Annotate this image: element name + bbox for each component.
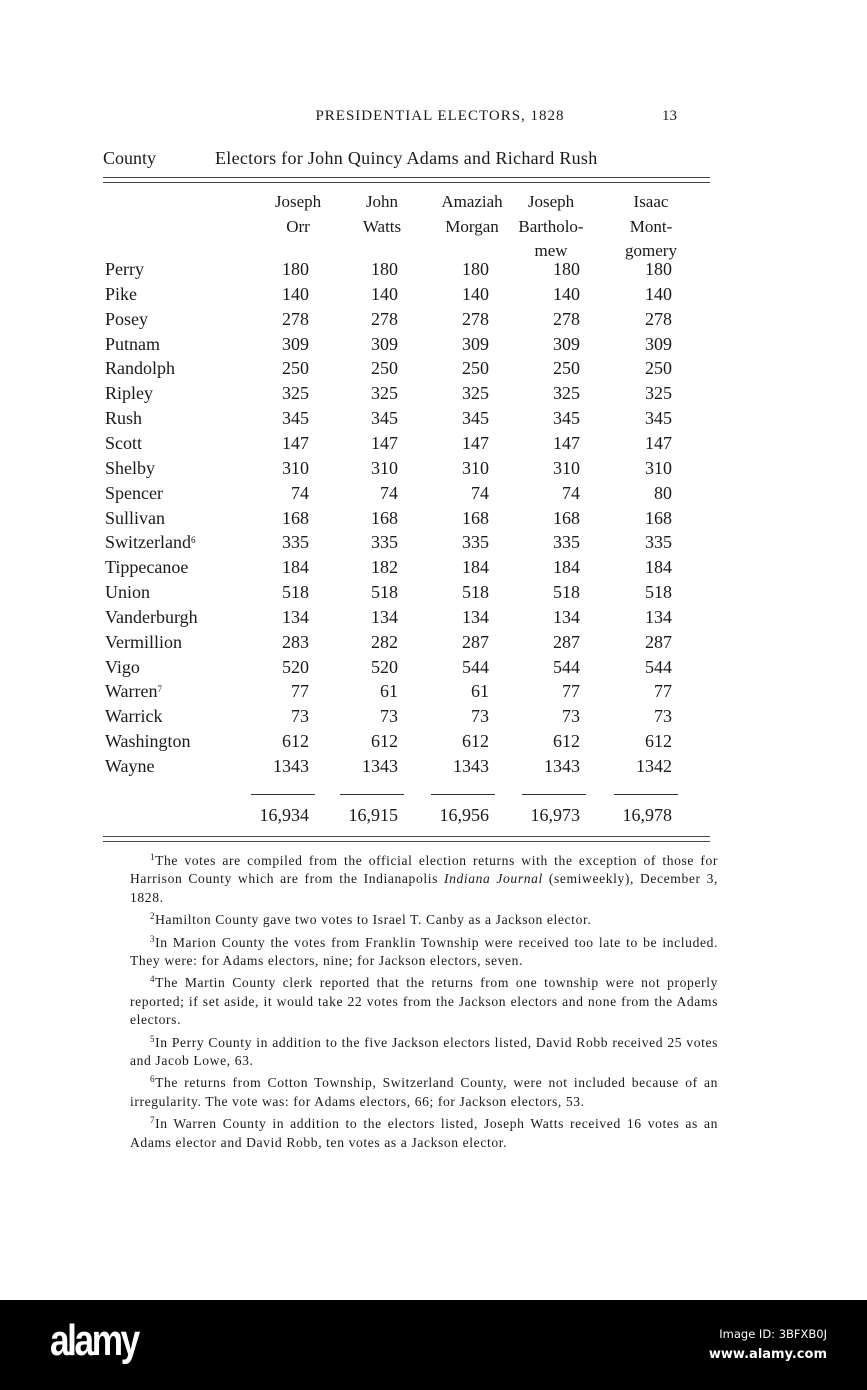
- footnote-text: In Marion County the votes from Franklin Township were received too late to be included. They were: for Adams electors, nine; for Jackson electors, seven.: [130, 934, 718, 969]
- footnote-number: 7: [150, 1115, 156, 1126]
- total-cell: 16,978: [622, 805, 672, 825]
- vote-cell: 612: [462, 731, 489, 752]
- vote-cell: 278: [371, 308, 398, 329]
- footnote-number: 3: [150, 933, 156, 944]
- vote-cell: 140: [462, 283, 489, 304]
- vote-cell: 77: [654, 681, 672, 702]
- vote-cell: 147: [462, 432, 489, 453]
- running-head: PRESIDENTIAL ELECTORS, 1828: [315, 108, 565, 124]
- table-row: [0, 557, 867, 582]
- table-row: [0, 433, 867, 458]
- vote-cell: 544: [553, 656, 580, 677]
- column-header-line: Joseph: [274, 192, 322, 211]
- vote-cell: 182: [371, 557, 398, 578]
- vote-cell: 282: [371, 631, 398, 652]
- county-name: Putnam: [105, 333, 161, 354]
- footnote-number: 5: [150, 1033, 156, 1044]
- county-name: Vanderburgh: [105, 606, 198, 627]
- table-row: [0, 383, 867, 408]
- vote-cell: 309: [645, 333, 672, 354]
- vote-cell: 309: [371, 333, 398, 354]
- table-row: [0, 632, 867, 657]
- vote-cell: 250: [553, 358, 580, 379]
- vote-cell: 73: [471, 706, 489, 727]
- column-header-3: [501, 190, 601, 264]
- vote-cell: 335: [645, 532, 672, 553]
- table-row: [0, 334, 867, 359]
- vote-cell: 140: [553, 283, 580, 304]
- vote-cell: 544: [645, 656, 672, 677]
- county-name: Wayne: [105, 756, 155, 776]
- column-header-line: John: [365, 192, 399, 211]
- vote-cell: 325: [553, 383, 580, 404]
- vote-cell: 184: [282, 557, 309, 578]
- vote-cell: 77: [562, 681, 580, 702]
- table-row: [0, 458, 867, 483]
- vote-cell: 250: [645, 358, 672, 379]
- bottom-double-rule: [103, 836, 710, 842]
- vote-cell: 73: [291, 706, 309, 727]
- table-row: [0, 706, 867, 731]
- vote-cell: 73: [380, 706, 398, 727]
- footnote-text: The returns from Cotton Township, Switzerland County, were not included because of an irregularity. The vote was: for Adams electors, 66; for Jackson electors, 53.: [130, 1075, 718, 1109]
- footnote: [130, 1030, 718, 1071]
- vote-cell: 184: [462, 557, 489, 578]
- vote-cell: 73: [654, 706, 672, 727]
- table-row: [0, 508, 867, 533]
- column-header-line: Bartholo-: [518, 216, 584, 236]
- footnote: [130, 930, 718, 971]
- total-cell: 16,915: [348, 805, 398, 825]
- vote-cell: 140: [282, 283, 309, 304]
- vote-cell: 335: [462, 532, 489, 553]
- vote-cell: 168: [553, 507, 580, 528]
- totals-row: [0, 805, 867, 830]
- county-name: Vigo: [105, 656, 140, 677]
- vote-cell: 309: [282, 333, 309, 354]
- watermark-url: www.alamy.com: [708, 1347, 827, 1362]
- vote-cell: 518: [282, 582, 309, 603]
- vote-cell: 518: [462, 582, 489, 603]
- vote-cell: 1342: [636, 756, 672, 776]
- county-name: Warrick: [105, 706, 163, 727]
- table-row: [0, 309, 867, 334]
- column-header-line: Isaac: [633, 192, 669, 211]
- vote-cell: 147: [553, 432, 580, 453]
- vote-cell: 147: [282, 432, 309, 453]
- vote-cell: 77: [291, 681, 309, 702]
- vote-cell: 250: [462, 358, 489, 379]
- column-header-line: mew: [534, 241, 568, 260]
- vote-cell: 335: [282, 532, 309, 553]
- vote-cell: 345: [462, 408, 489, 429]
- vote-cell: 278: [282, 308, 309, 329]
- alamy-logo: alamy: [50, 1316, 138, 1365]
- vote-cell: 325: [371, 383, 398, 404]
- vote-cell: 140: [371, 283, 398, 304]
- vote-cell: 180: [553, 259, 580, 279]
- page-number: 13: [662, 108, 677, 124]
- footnote-number: 4: [150, 974, 156, 985]
- vote-cell: 310: [462, 457, 489, 478]
- vote-cell: 168: [462, 507, 489, 528]
- vote-cell: 74: [380, 482, 398, 503]
- table-row: [0, 582, 867, 607]
- vote-cell: 134: [645, 606, 672, 627]
- county-name: Vermillion: [105, 631, 182, 652]
- vote-cell: 520: [282, 656, 309, 677]
- table-row: [0, 358, 867, 383]
- vote-cell: 74: [291, 482, 309, 503]
- vote-cell: 184: [645, 557, 672, 578]
- table-row: [0, 607, 867, 632]
- image-id: Image ID: 3BFXB0J: [719, 1327, 827, 1341]
- vote-cell: 74: [471, 482, 489, 503]
- vote-cell: 325: [645, 383, 672, 404]
- footnote-number: 2: [150, 911, 156, 922]
- vote-cell: 283: [282, 631, 309, 652]
- column-header-line: Mont-: [629, 216, 673, 236]
- table-row: [0, 657, 867, 682]
- vote-cell: 134: [282, 606, 309, 627]
- footnote-text: In Warren County in addition to the electors listed, Joseph Watts received 16 votes as an Adams elector and David Robb, ten votes as a Jackson elector.: [130, 1116, 718, 1150]
- vote-cell: 140: [645, 283, 672, 304]
- vote-cell: 345: [645, 408, 672, 429]
- vote-cell: 309: [462, 333, 489, 354]
- vote-cell: 345: [553, 408, 580, 429]
- county-name: Pike: [105, 283, 138, 304]
- county-name: Ripley: [105, 383, 153, 404]
- vote-cell: 278: [553, 308, 580, 329]
- footnote: [130, 907, 718, 929]
- vote-cell: 180: [282, 259, 309, 279]
- county-name: Tippecanoe: [105, 557, 189, 578]
- vote-cell: 168: [645, 507, 672, 528]
- vote-cell: 612: [371, 731, 398, 752]
- table-row: [0, 483, 867, 508]
- vote-cell: 335: [553, 532, 580, 553]
- vote-cell: 518: [553, 582, 580, 603]
- vote-cell: 335: [371, 532, 398, 553]
- column-header-line: Watts: [362, 216, 402, 236]
- vote-cell: 310: [553, 457, 580, 478]
- county-name: Scott: [105, 432, 143, 453]
- column-header-4: [601, 190, 701, 264]
- vote-cell: 184: [553, 557, 580, 578]
- total-underline: [431, 794, 495, 795]
- footnote: [130, 1111, 718, 1152]
- footnote-text: The votes are compiled from the official election returns with the exception of those for Harrison County which are from the Indianapolis: [130, 853, 718, 887]
- column-header-line: Orr: [286, 216, 310, 236]
- vote-cell: 61: [471, 681, 489, 702]
- county-name: Washington: [105, 731, 191, 752]
- vote-cell: 325: [282, 383, 309, 404]
- vote-cell: 134: [462, 606, 489, 627]
- vote-cell: 325: [462, 383, 489, 404]
- table-row: [0, 259, 867, 284]
- vote-cell: 309: [553, 333, 580, 354]
- vote-cell: 147: [371, 432, 398, 453]
- total-cell: 16,956: [439, 805, 489, 825]
- table-row: [0, 284, 867, 309]
- vote-cell: 61: [380, 681, 398, 702]
- vote-cell: 80: [654, 482, 672, 503]
- footnote-ref: 7: [157, 684, 163, 695]
- vote-cell: 73: [562, 706, 580, 727]
- vote-cell: 310: [371, 457, 398, 478]
- vote-cell: 612: [553, 731, 580, 752]
- county-column-header: County: [103, 148, 157, 168]
- vote-cell: 1343: [273, 756, 309, 776]
- vote-cell: 180: [371, 259, 398, 279]
- county-name: Sullivan: [105, 507, 166, 528]
- total-cell: 16,973: [530, 805, 580, 825]
- vote-cell: 287: [645, 631, 672, 652]
- table-row: [0, 731, 867, 756]
- vote-cell: 518: [371, 582, 398, 603]
- footnote: [130, 970, 718, 1029]
- vote-cell: 1343: [453, 756, 489, 776]
- county-name: Shelby: [105, 457, 156, 478]
- footnote-italic: Indiana Journal: [443, 871, 543, 887]
- county-name: Union: [105, 582, 150, 603]
- vote-cell: 1343: [544, 756, 580, 776]
- table-title: Electors for John Quincy Adams and Richard Rush: [215, 148, 598, 168]
- vote-cell: 287: [462, 631, 489, 652]
- table-row: [0, 681, 867, 706]
- vote-cell: 134: [371, 606, 398, 627]
- vote-cell: 345: [371, 408, 398, 429]
- column-header-line: Joseph: [527, 192, 575, 211]
- vote-cell: 310: [282, 457, 309, 478]
- total-underline: [522, 794, 586, 795]
- vote-cell: 544: [462, 656, 489, 677]
- footnote: [130, 1070, 718, 1111]
- vote-cell: 168: [282, 507, 309, 528]
- total-underline: [251, 794, 315, 795]
- vote-cell: 250: [282, 358, 309, 379]
- vote-cell: 147: [645, 432, 672, 453]
- footnote-text: In Perry County in addition to the five Jackson electors listed, David Robb received 25 votes and Jacob Lowe, 63.: [130, 1034, 718, 1069]
- vote-cell: 612: [282, 731, 309, 752]
- county-name: Warren$^7$: [105, 681, 163, 702]
- footnote: [130, 848, 718, 907]
- vote-cell: 278: [462, 308, 489, 329]
- county-name: Perry: [105, 259, 144, 279]
- county-name: Posey: [105, 308, 149, 329]
- total-underline: [614, 794, 678, 795]
- vote-cell: 310: [645, 457, 672, 478]
- footnotes: [130, 848, 718, 1152]
- total-cell: 16,934: [259, 805, 309, 825]
- vote-cell: 180: [462, 259, 489, 279]
- vote-cell: 518: [645, 582, 672, 603]
- vote-cell: 612: [645, 731, 672, 752]
- vote-cell: 250: [371, 358, 398, 379]
- footnote-text: The Martin County clerk reported that the returns from one township were not properly reported; if set aside, it would take 22 votes from the Jackson electors and none from the Adams electors.: [130, 975, 718, 1028]
- table-row: [0, 756, 867, 781]
- column-header-line: Morgan: [445, 216, 499, 236]
- footnote-number: 1: [150, 852, 156, 862]
- vote-cell: 180: [645, 259, 672, 279]
- vote-cell: 520: [371, 656, 398, 677]
- vote-cell: 1343: [362, 756, 398, 776]
- county-name: Rush: [105, 408, 143, 429]
- vote-cell: 278: [645, 308, 672, 329]
- county-name: Switzerland$^6$: [105, 532, 196, 553]
- column-header-line: gomery: [625, 241, 677, 260]
- county-name: Spencer: [105, 482, 163, 503]
- footnote-number: 6: [150, 1074, 156, 1085]
- footnote-text: Hamilton County gave two votes to Israel T. Canby as a Jackson elector.: [155, 912, 592, 928]
- table-row: [0, 532, 867, 557]
- table-row: [0, 408, 867, 433]
- vote-cell: 287: [553, 631, 580, 652]
- vote-cell: 168: [371, 507, 398, 528]
- footnote-ref: 6: [190, 535, 196, 546]
- vote-cell: 74: [562, 482, 580, 503]
- vote-cell: 134: [553, 606, 580, 627]
- column-header-1: [332, 190, 432, 239]
- top-double-rule: [103, 177, 710, 183]
- total-underline: [340, 794, 404, 795]
- watermark-bar: [0, 1300, 867, 1390]
- county-name: Randolph: [105, 358, 175, 379]
- footnote-text-after: (semiweekly), December 3, 1828.: [130, 871, 718, 905]
- vote-cell: 345: [282, 408, 309, 429]
- column-header-line: Amaziah: [441, 192, 503, 211]
